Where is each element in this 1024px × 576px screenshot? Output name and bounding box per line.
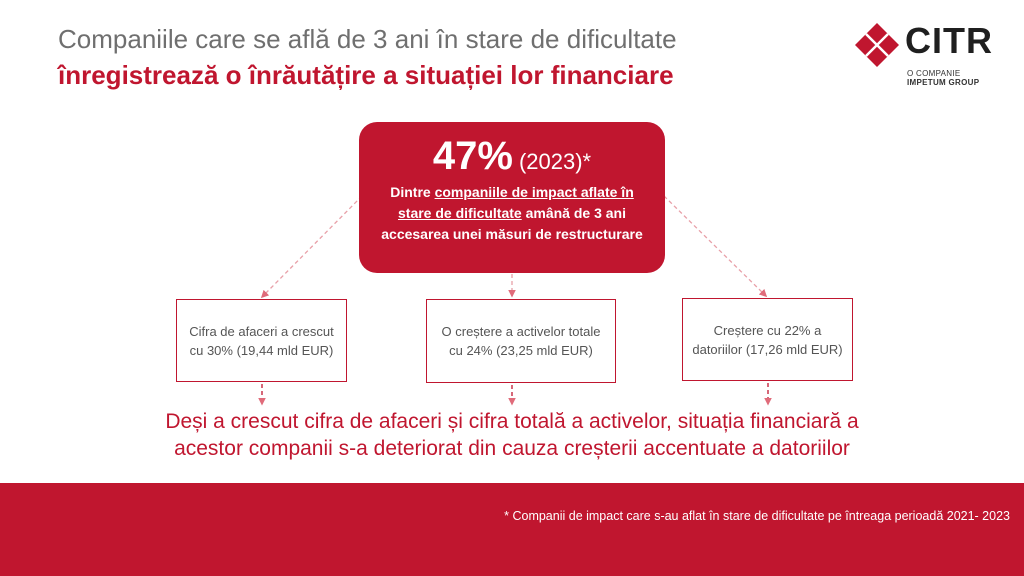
stat-box-debts [682,298,853,381]
logo-tagline-2: IMPETUM GROUP [907,78,980,87]
highlight-description [373,182,651,245]
conclusion-line2: acestor companii s-a deteriorat din cauza creșterii accentuate a datoriilor [174,437,850,460]
footer-band [0,483,1024,576]
conclusion-line1: Deși a crescut cifra de afaceri și cifra totală a activelor, situația financiară a [165,410,859,433]
logo-wordmark: CITR [905,20,993,61]
conclusion-text [0,408,1024,462]
stat-box-revenue [176,299,347,382]
stat-box-text: Cifra de afaceri a crescut cu 30% (19,44 mld EUR) [189,323,334,358]
highlight-text-underlined: companiile de impact aflate în stare de dificultate [398,184,634,221]
footnote: * Companii de impact care s-au aflat în stare de dificultate pe întreaga perioadă 2021- 2023 [504,509,1010,523]
citr-logo [855,20,1005,100]
page-title-line1: Companiile care se află de 3 ani în stare de dificultate [58,24,677,54]
highlight-year: (2023)* [518,149,592,174]
highlight-percent: 47% [432,134,513,178]
connector-right [664,196,766,296]
page-title-line2: înregistrează o înrăutățire a situației lor financiare [58,60,674,90]
highlight-text-after: amână de 3 ani accesarea unei măsuri de restructurare [381,205,643,242]
highlight-text-before: Dintre [390,184,435,200]
stat-box-text: O creștere a activelor totale cu 24% (23,25 mld EUR) [441,324,601,358]
citr-diamond-icon [855,23,899,67]
highlight-headline [359,134,665,179]
connector-left [262,196,362,297]
logo-tagline-1: O COMPANIE [907,69,961,78]
highlight-card [359,122,665,273]
stat-box-text: Creștere cu 22% a datoriilor (17,26 mld EUR) [692,322,843,357]
stat-box-assets [426,299,616,383]
